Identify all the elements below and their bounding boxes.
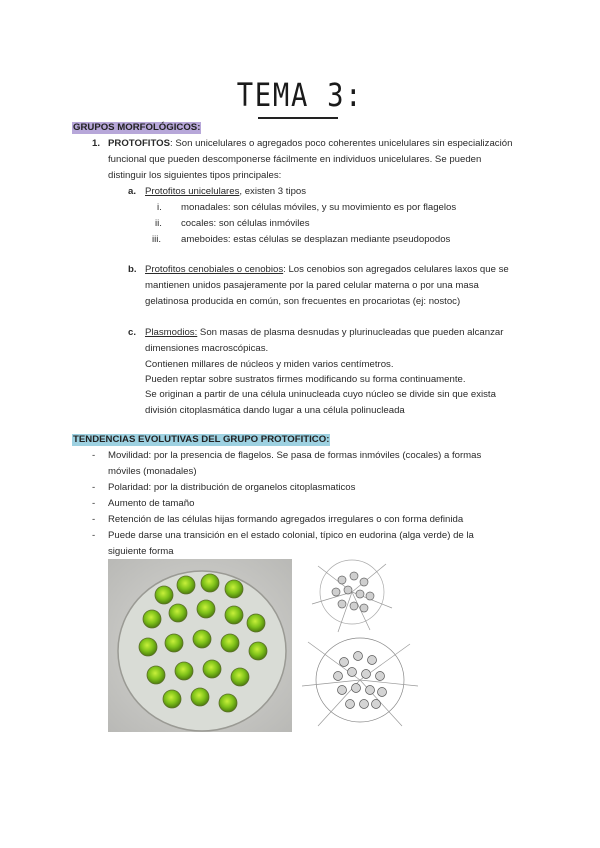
- sub-c-text-l1: Son masas de plasma desnudas y plurinucleadas que pueden alcanzar: [197, 327, 504, 338]
- item1-line2: funcional que pueden descomponerse fácilmente en individuos unicelulares. Se pueden: [108, 154, 482, 165]
- section-heading-morphological-groups: GRUPOS MORFOLÓGICOS:: [73, 122, 201, 133]
- roman-item-3: ameboides: estas células se desplazan mediante pseudopodos: [181, 234, 451, 245]
- sub-c-line1: [145, 327, 503, 339]
- trend-4: Retención de las células hijas formando agregados irregulares o con forma definida: [108, 514, 464, 525]
- sub-b-marker: b.: [128, 264, 137, 275]
- roman-item-2: cocales: son células inmóviles: [181, 218, 310, 229]
- eudorina-diagram: [298, 552, 422, 730]
- trend-5-line2: siguiente forma: [108, 546, 174, 557]
- sub-c-marker: c.: [128, 327, 137, 338]
- sub-b-line2: mantienen unidos pasajeramente por la pared celular materna o por una masa: [145, 280, 479, 291]
- bullet-5: -: [92, 530, 96, 541]
- item1-line1: [108, 138, 512, 150]
- page-title: TEMA 3:: [236, 76, 364, 114]
- list-number-1: 1.: [92, 138, 101, 149]
- sub-b-label: Protofitos cenobiales o cenobios: [145, 264, 284, 275]
- sub-c-line5: Se originan a partir de una célula uninucleada cuyo núcleo se divide sin que exista: [145, 389, 496, 400]
- sub-c-line3: Contienen millares de núcleos y miden varios centímetros.: [145, 359, 394, 370]
- sub-c-line6: división citoplasmática dando lugar a una célula polinucleada: [145, 405, 405, 416]
- bullet-3: -: [92, 498, 96, 509]
- bullet-1: -: [92, 450, 96, 461]
- roman-marker-1: i.: [157, 202, 162, 213]
- sub-a-text: , existen 3 tipos: [239, 186, 307, 197]
- sub-a-line: [145, 186, 306, 198]
- trend-3: Aumento de tamaño: [108, 498, 195, 509]
- eudorina-diagram-svg: [298, 552, 422, 730]
- protofitos-label: PROTOFITOS: [108, 138, 171, 149]
- item1-text-l1: : Son unicelulares o agregados poco coherentes unicelulares sin especialización: [170, 138, 513, 149]
- sub-c-label: Plasmodios:: [145, 327, 198, 338]
- trend-1-line2: móviles (monadales): [108, 466, 197, 477]
- sub-c-line4: Pueden reptar sobre sustratos firmes modificando su forma continuamente.: [145, 374, 466, 385]
- sub-a-marker: a.: [128, 186, 137, 197]
- title-underline: [258, 117, 338, 119]
- roman-marker-3: iii.: [152, 234, 162, 245]
- section-heading-evolutionary-trends: TENDENCIAS EVOLUTIVAS DEL GRUPO PROTOFITICO:: [73, 434, 330, 445]
- bullet-2: -: [92, 482, 96, 493]
- trend-5-line1: Puede darse una transición en el estado colonial, típico en eudorina (alga verde) de la: [108, 530, 474, 541]
- sub-b-text-l1: : Los cenobios son agregados celulares laxos que se: [283, 264, 509, 275]
- sub-a-label: Protofitos unicelulares: [145, 186, 240, 197]
- roman-marker-2: ii.: [155, 218, 162, 229]
- trend-2: Polaridad: por la distribución de organelos citoplasmaticos: [108, 482, 356, 493]
- sub-c-line2: dimensiones macroscópicas.: [145, 343, 269, 354]
- eudorina-micrograph: [108, 559, 292, 732]
- bullet-4: -: [92, 514, 96, 525]
- sub-b-line3: gelatinosa producida en común, son frecuentes en procariotas (ej: nostoc): [145, 296, 461, 307]
- trend-1-line1: Movilidad: por la presencia de flagelos. Se pasa de formas inmóviles (cocales) a formas: [108, 450, 482, 461]
- sub-b-line1: [145, 264, 509, 276]
- eudorina-micrograph-svg: [108, 559, 292, 732]
- roman-item-1: monadales: son células móviles, y su movimiento es por flagelos: [181, 202, 457, 213]
- item1-line3: distinguir los siguientes tipos principales:: [108, 170, 282, 181]
